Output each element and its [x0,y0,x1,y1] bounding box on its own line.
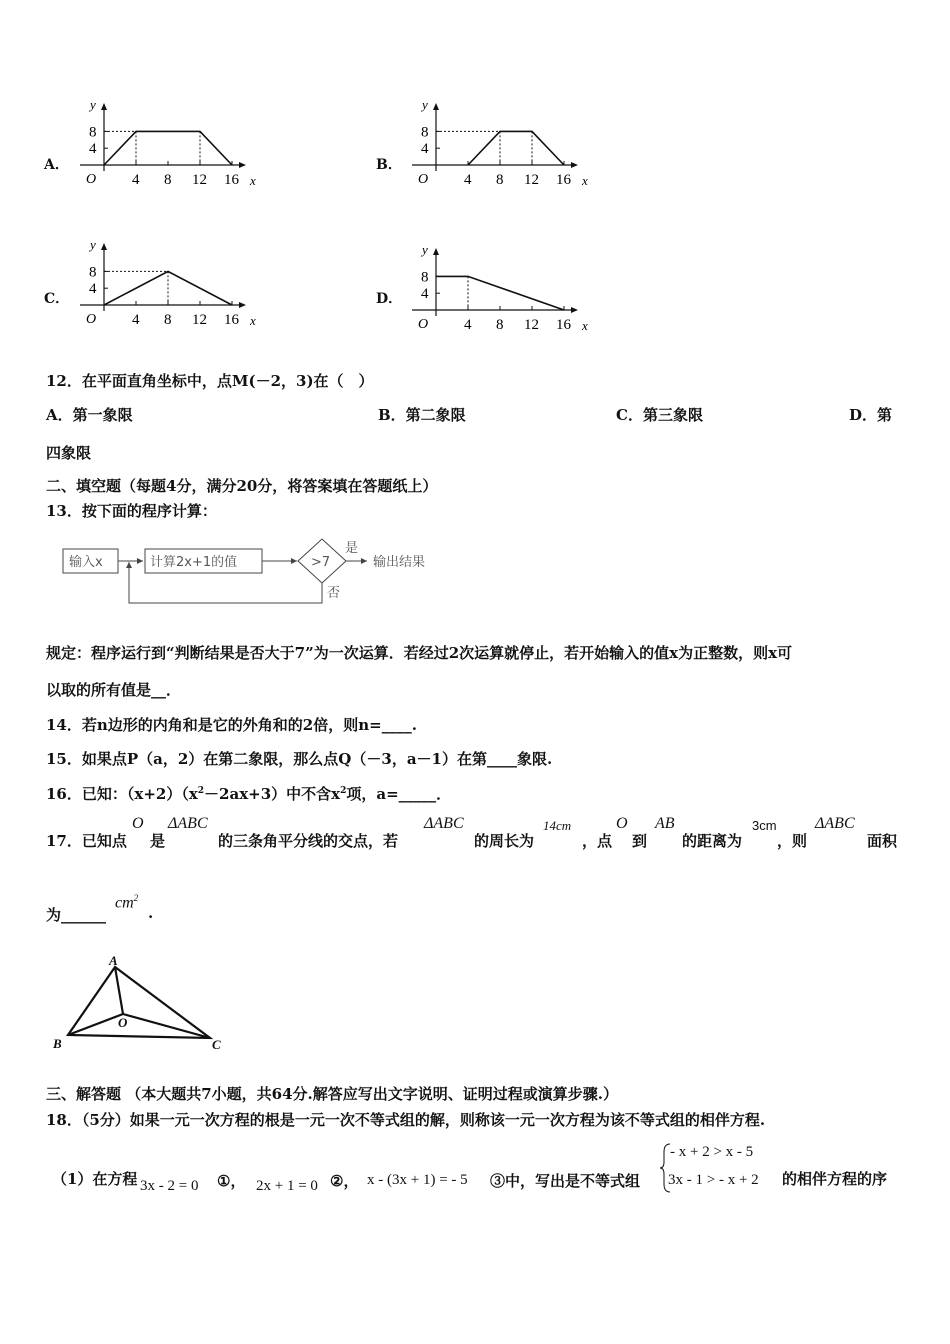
y-tick-label: 4 [421,286,429,303]
option-d-label: D． [376,291,403,307]
graph-b [402,95,602,200]
y-axis-label: y [90,237,96,252]
x-tick-label: 4 [132,172,140,188]
x-tick-label: 4 [464,317,472,333]
y-axis-arrow [101,103,107,110]
graph-a [70,95,270,200]
y-tick-label: 8 [89,264,97,281]
q13-stem: 13．按下面的程序计算： [46,502,217,520]
q17-segment-ab: AB [655,815,675,832]
q17-unit-text: cm [115,894,134,912]
section3-heading: 三、解答题 （本大题共7小题，共64分.解答应写出文字说明、证明过程或演算步骤.） [46,1085,618,1103]
q17-point-o-2: O [616,815,628,832]
q13-rule-line2: 以取的所有值是__． [46,681,182,699]
q18-inequality-2: 3x - 1 > - x + 2 [668,1172,759,1188]
q12-option-d-cont: 四象限 [46,444,92,462]
option-a-label: A． [44,157,69,173]
x-tick-label: 4 [464,172,472,188]
q18-part1-pre: （1）在方程 [52,1170,138,1188]
flow-input-text: 输入x [69,555,103,570]
q17-p1: 17．已知点 [46,832,127,850]
q17-p4: 的周长为 [474,832,535,850]
x-tick-label: 4 [132,312,140,328]
x-axis-label: x [250,313,256,328]
q15: 15．如果点P（a，2）在第二象限，那么点Q（－3，a－1）在第____象限. [46,750,553,768]
q18-stem: 18．（5分）如果一元一次方程的根是一元一次不等式组的解，则称该一元一次方程为该不等式组的相伴方程. [46,1111,766,1129]
q17-p7: 的距离为 [682,832,743,850]
q18-eq2: 2x + 1 = 0 [256,1178,318,1194]
q17-point-o: O [132,815,144,832]
x-tick-label: 16 [556,317,571,333]
graph-c [70,235,270,340]
x-axis-arrow [239,302,246,308]
triangle-figure [45,950,235,1060]
q16-sup2: 2 [340,786,347,796]
q17-p3: 的三条角平分线的交点，若 [218,832,399,850]
x-axis-arrow [239,162,246,168]
q17-unit [115,893,138,912]
origin-label: O [418,172,429,187]
q14: 14．若n边形的内角和是它的外角和的2倍，则n=____. [46,716,417,734]
q12-option-a: A．第一象限 [46,406,133,424]
q18-mark1: ①， [217,1172,246,1190]
q13-rule-line1: 规定：程序运行到“判断结果是否大于7”为一次运算．若经过2次运算就停止，若开始输入的值x为正整数，则x可 [46,644,793,662]
option-c-label: C． [44,291,70,307]
q16-pre: 16．已知：（x+2）（x [46,785,198,803]
origin-label: O [86,312,97,327]
graph-d [402,240,602,345]
flow-yes-label: 是 [345,541,359,556]
x-axis-label: x [582,173,588,188]
y-tick-label: 8 [421,124,429,141]
q17-p8: ，则 [777,832,808,850]
triangle-label-c: C [212,1037,221,1052]
q16-post: －2ax+3）中不含x [204,785,341,803]
q18-eq3: x - (3x + 1) = - 5 [367,1172,468,1188]
q17-p2: 是 [150,832,166,850]
x-tick-label: 12 [192,312,207,328]
x-tick-label: 16 [556,172,571,188]
q17-unit-sup: 2 [133,893,139,903]
q16-sup: 2 [197,786,205,796]
y-tick-label: 8 [421,269,429,286]
y-tick-label: 4 [89,281,97,298]
q17-triangle-1: ΔABC [168,815,208,832]
q17-triangle-3: ΔABC [815,815,855,832]
q12-option-d: D．第 [849,406,893,424]
x-tick-label: 8 [164,312,172,328]
y-axis-label: y [422,97,428,112]
triangle-label-a: A [109,953,118,968]
x-tick-label: 12 [524,172,539,188]
q17-p9: 面积 [867,832,898,850]
y-tick-label: 4 [89,141,97,158]
flow-output-text: 输出结果 [373,555,426,570]
y-axis-label: y [90,97,96,112]
graph-line [104,131,232,165]
q18-mark3: ③中，写出是不等式组 [490,1172,641,1190]
q18-part1-post: 的相伴方程的序 [782,1170,888,1188]
q16 [46,783,451,804]
q17-distance: 3cm [752,818,777,833]
y-axis-arrow [433,248,439,255]
q17-perimeter: 14cm [543,818,572,833]
q17-p6: 到 [632,832,648,850]
q12-stem: 12．在平面直角坐标中，点M(－2，3)在（ ） [46,372,374,390]
x-tick-label: 8 [164,172,172,188]
section2-heading: 二、填空题（每题4分，满分20分，将答案填在答题纸上） [46,477,438,495]
q16-end: 项，a=_____． [346,785,452,803]
x-tick-label: 16 [224,312,239,328]
flow-compute-text: 计算2x+1的值 [150,555,238,570]
graph-line [436,276,564,310]
q13-flowchart [55,535,455,610]
y-axis-arrow [433,103,439,110]
y-tick-label: 4 [421,141,429,158]
q17-p5: ，点 [582,832,613,850]
x-tick-label: 16 [224,172,239,188]
x-axis-label: x [582,318,588,333]
option-b-label: B． [376,157,402,173]
x-tick-label: 8 [496,172,504,188]
q12-option-c: C．第三象限 [616,406,703,424]
y-tick-label: 8 [89,124,97,141]
q12-option-b: B．第二象限 [378,406,466,424]
y-axis-label: y [422,242,428,257]
triangle-label-o: O [118,1015,128,1030]
q17-triangle-2: ΔABC [424,815,464,832]
flow-condition-text: >7 [311,555,331,570]
x-tick-label: 12 [524,317,539,333]
q18-eq1: 3x - 2 = 0 [140,1178,199,1194]
q18-mark2: ②， [330,1172,359,1190]
x-axis-label: x [250,173,256,188]
origin-label: O [418,317,429,332]
x-tick-label: 8 [496,317,504,333]
q17-line2-pre: 为______ [46,906,107,924]
flow-no-label: 否 [327,586,341,601]
graph-line [468,131,564,165]
q18-inequality-1: - x + 2 > x - 5 [670,1144,754,1160]
triangle-label-b: B [53,1036,62,1051]
x-axis-arrow [571,307,578,313]
y-axis-arrow [101,243,107,250]
x-tick-label: 12 [192,172,207,188]
q17-line2-end: . [148,904,154,922]
origin-label: O [86,172,97,187]
x-axis-arrow [571,162,578,168]
